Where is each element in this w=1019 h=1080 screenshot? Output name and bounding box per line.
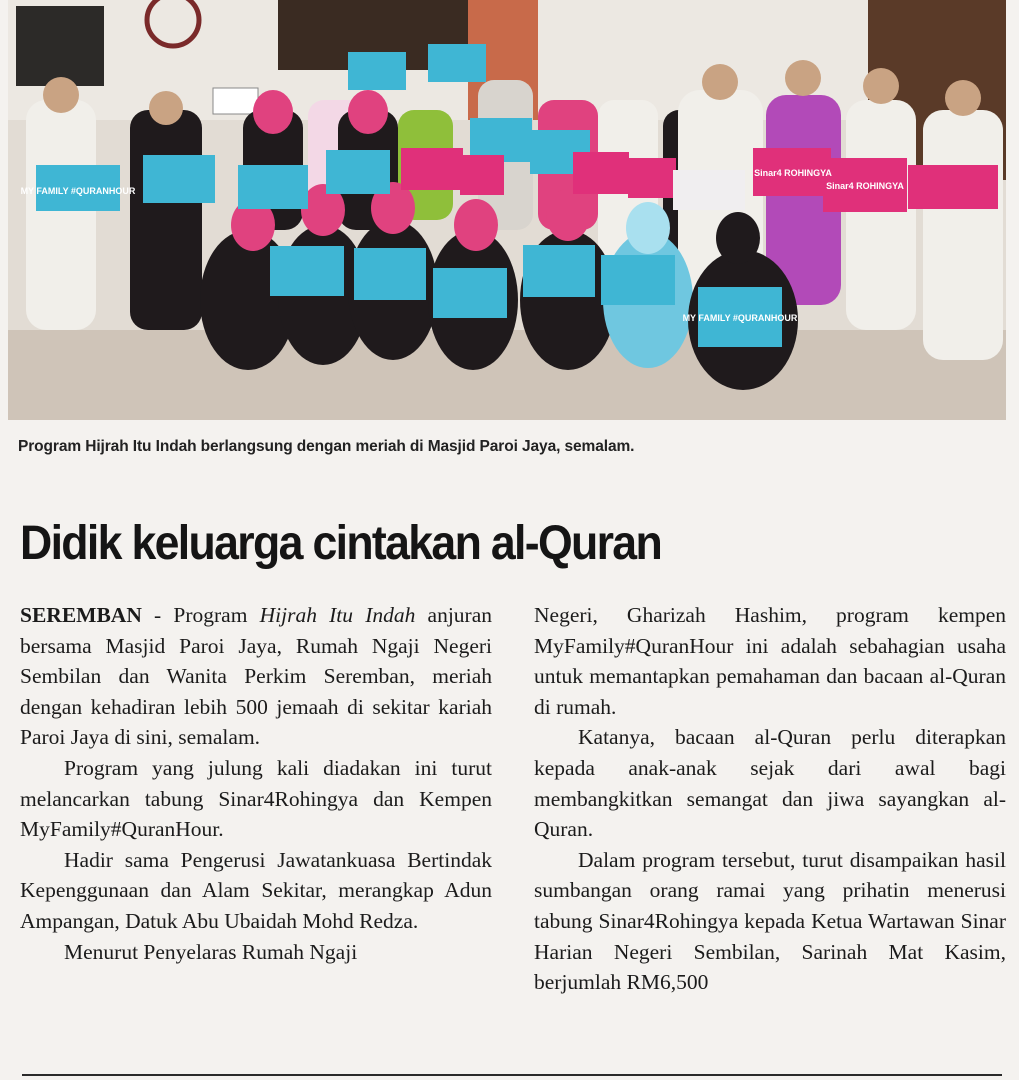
article-paragraph-1: SEREMBAN - Program Hijrah Itu Indah anjuran bersama Masjid Paroi Jaya, Rumah Ngaji Negeri Sembilan dan Wanita Perkim Seremban, meriah dengan kehadiran lebih 500 jemaah di sekitar kariah Paroi Jaya di sini, semalam. [20, 603, 493, 750]
group-photo [8, 0, 1006, 420]
placard-text: MY FAMILY #QURANHOUR [20, 186, 136, 196]
dateline: SEREMBAN [20, 603, 142, 627]
article-paragraph-5: Katanya, bacaan al-Quran perlu diterapkan kepada anak-anak sejak dari awal bagi membangkitkan semangat dan jiwa sayangkan al-Quran. [534, 725, 1006, 842]
article-paragraph-2: Program yang julung kali diadakan ini turut melancarkan tabung Sinar4Rohingya dan Kempen MyFamily#QuranHour. [20, 755, 492, 842]
article-paragraph-4-start: Menurut Penyelaras Rumah Ngaji [64, 939, 358, 964]
wall-frame [16, 6, 104, 86]
article-paragraph-6: Dalam program tersebut, turut disampaikan hasil sumbangan orang ramai yang prihatin menerusi tabung Sinar4Rohingya kepada Ketua Wartawan Sinar Harian Negeri Sembilan, Sarinah Mat Kasim, berjumlah RM6,500 [534, 847, 1006, 995]
placard-text: Sinar4 ROHINGYA [754, 168, 832, 178]
group-photo-illustration [8, 0, 1006, 420]
article-paragraph-4 [20, 937, 492, 968]
placard-text: MY FAMILY #QURANHOUR [682, 313, 798, 323]
article-paragraph-4-rest: Negeri, Gharizah Hashim, program kempen MyFamily#QuranHour ini adalah sebahagian usaha untuk memantapkan pemahaman dan bacaan al-Quran di rumah. [534, 603, 1006, 719]
program-name: Hijrah Itu Indah [259, 603, 416, 627]
article-column-left [20, 600, 492, 967]
article-paragraph-3: Hadir sama Pengerusi Jawatankuasa Bertindak Kepenggunaan dan Alam Sekitar, merangkap Adun Ampangan, Datuk Abu Ubaidah Mohd Redza. [20, 847, 492, 933]
photo-caption: Program Hijrah Itu Indah berlangsung dengan meriah di Masjid Paroi Jaya, semalam. [18, 438, 635, 455]
bottom-rule [22, 1074, 1002, 1076]
article-column-right [534, 600, 1006, 998]
headline: Didik keluarga cintakan al-Quran [20, 517, 662, 570]
placard-text: Sinar4 ROHINGYA [826, 181, 904, 191]
article-paragraph-4-continued [534, 600, 1006, 722]
